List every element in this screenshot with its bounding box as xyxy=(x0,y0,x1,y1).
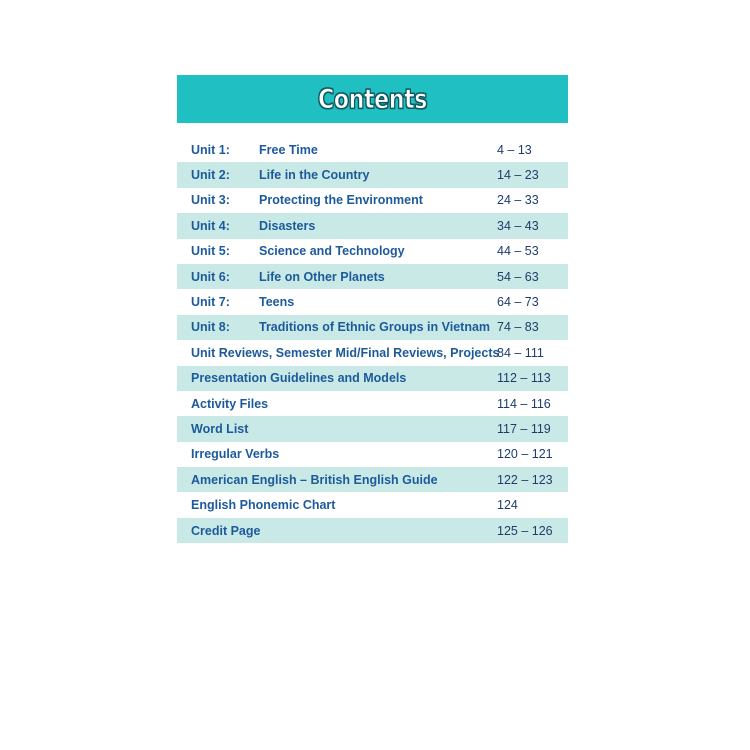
toc-row[interactable] xyxy=(177,518,568,543)
page-range: 112 – 113 xyxy=(497,371,551,386)
entry-title: Presentation Guidelines and Models xyxy=(191,371,407,386)
unit-number: Unit 6: xyxy=(191,269,230,284)
toc-row[interactable] xyxy=(177,467,568,492)
entry-title: Unit Reviews, Semester Mid/Final Reviews, Projects xyxy=(191,345,500,360)
toc-row[interactable] xyxy=(177,340,568,365)
page-range: 24 – 33 xyxy=(497,193,539,208)
unit-number: Unit 2: xyxy=(191,168,230,183)
page-range: 125 – 126 xyxy=(497,523,553,538)
entry-title: Word List xyxy=(191,421,249,436)
unit-number: Unit 1: xyxy=(191,142,230,157)
entry-title: Disasters xyxy=(259,218,316,233)
unit-number: Unit 5: xyxy=(191,244,230,259)
page-range: 74 – 83 xyxy=(497,320,539,335)
entry-title: Life in the Country xyxy=(259,168,370,183)
entry-title: Activity Files xyxy=(191,396,269,411)
entry-title: Life on Other Planets xyxy=(259,269,385,284)
toc-row[interactable] xyxy=(177,137,568,162)
contents-list xyxy=(177,137,568,543)
unit-number: Unit 8: xyxy=(191,320,230,335)
toc-row[interactable] xyxy=(177,366,568,391)
page-range: 34 – 43 xyxy=(497,218,539,233)
page-range: 84 – 111 xyxy=(497,345,544,360)
unit-number: Unit 4: xyxy=(191,218,230,233)
entry-title: Credit Page xyxy=(191,523,261,538)
unit-number: Unit 3: xyxy=(191,193,230,208)
unit-number: Unit 7: xyxy=(191,295,230,310)
page-range: 4 – 13 xyxy=(497,142,532,157)
page-range: 54 – 63 xyxy=(497,269,539,284)
table-of-contents xyxy=(177,75,568,543)
page-range: 44 – 53 xyxy=(497,244,539,259)
toc-row[interactable] xyxy=(177,289,568,314)
page-range: 14 – 23 xyxy=(497,168,539,183)
toc-row[interactable] xyxy=(177,391,568,416)
page-range: 114 – 116 xyxy=(497,396,551,411)
toc-row[interactable] xyxy=(177,188,568,213)
toc-row[interactable] xyxy=(177,492,568,517)
page-range: 124 xyxy=(497,498,518,513)
toc-row[interactable] xyxy=(177,442,568,467)
toc-row[interactable] xyxy=(177,315,568,340)
entry-title: Protecting the Environment xyxy=(259,193,423,208)
entry-title: Science and Technology xyxy=(259,244,405,259)
page-range: 120 – 121 xyxy=(497,447,553,462)
toc-row[interactable] xyxy=(177,239,568,264)
toc-row[interactable] xyxy=(177,162,568,187)
page-range: 64 – 73 xyxy=(497,295,539,310)
entry-title: English Phonemic Chart xyxy=(191,498,336,513)
toc-row[interactable] xyxy=(177,264,568,289)
page-title: Contents xyxy=(317,83,428,115)
entry-title: American English – British English Guide xyxy=(191,472,438,487)
entry-title: Irregular Verbs xyxy=(191,447,280,462)
entry-title: Traditions of Ethnic Groups in Vietnam xyxy=(259,320,491,335)
toc-row[interactable] xyxy=(177,213,568,238)
entry-title: Teens xyxy=(259,295,295,310)
page-range: 122 – 123 xyxy=(497,472,553,487)
entry-title: Free Time xyxy=(259,142,318,157)
page-range: 117 – 119 xyxy=(497,421,551,436)
contents-banner xyxy=(177,75,568,123)
toc-row[interactable] xyxy=(177,416,568,441)
